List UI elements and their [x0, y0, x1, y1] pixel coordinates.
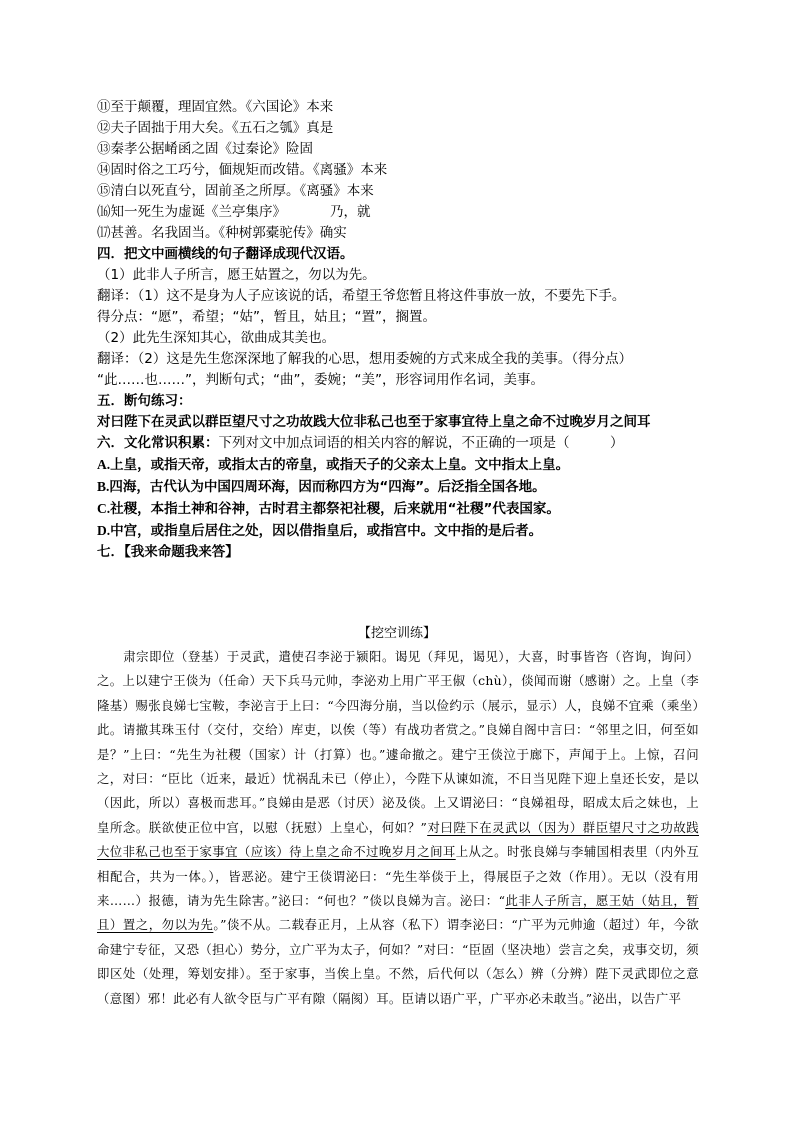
option-a-text: 上皇，或指天帝，或指太古的帝皇，或指天子的父亲太上皇。文中指太上皇。 [110, 457, 570, 473]
underlined-sentence-2: 此非人子所言，愿王姑（姑且，暂且）置之，勿以为先 [97, 893, 700, 933]
translation-answer-2: 翻译：（2）这是先生您深深地了解我的心思，想用委婉的方式来成全我的美事。（得分点） [97, 351, 633, 367]
option-c-text: 社稷，本指土神和谷神，古时君主都祭祀社稷，后来就用“社稷”代表国家。 [110, 501, 560, 517]
section-6-question-text: 下列对文中加点词语的相关内容的解说，不正确的一项是（ ） [218, 435, 624, 451]
exercise-section [97, 97, 699, 563]
scoring-points-2: “此……也……”，判断句式；“曲”，委婉；“美”，形容词用作名词，美事。 [97, 372, 544, 388]
section-6-question [97, 433, 699, 454]
option-d-letter: D. [97, 523, 111, 538]
translation-sentence-2: （2）此先生深知其心，欲曲成其美也。 [97, 330, 336, 346]
note-14: ⑭固时俗之工巧兮，偭规矩而改错。《离骚》本来 [97, 162, 388, 178]
note-16-source: ⒃知一死生为虚诞《兰亭集序》 [97, 204, 286, 220]
option-c [97, 498, 699, 520]
translation-answer-1: 翻译：（1）这不是身为人子应该说的话，希望王爷您暂且将这件事放一放，不要先下手。 [97, 288, 626, 304]
note-16-meaning: 乃，就 [330, 204, 371, 220]
option-d [97, 520, 699, 542]
fill-blank-training-title: 【挖空训练】 [357, 626, 436, 641]
option-a [97, 454, 699, 476]
underlined-sentence-1: 对曰陛下在灵武以（因为）群臣望尺寸之功故践大位非私己也至于家事宜（应该）待上皇之命不过晚岁月之间耳 [97, 819, 699, 860]
passage-part-3: 。”倓不从。二载春正月，上从容（私下）谓李泌曰：“广平为元帅逾（超过）年，今欲命建宁专征，又恐（担心）势分，立广平为太子，何如？”对曰：“臣固（坚决地）尝言之矣，戎事交切，须即区处（处理，筹划安排）。至于家事，当俟上皇。不然，后代何以（怎么）辨（分辨）陛下灵武即位之意（意图）邪！此必有人欲令臣与广平有隙（隔阂）耳。臣请以语广平，广平亦必未敢当。”泌出，以告广平 [97, 917, 700, 1006]
note-13: ⑬秦孝公据崤函之固《过秦论》险固 [97, 141, 313, 157]
passage-part-1: 肃宗即位（登基）于灵武，遣使召李泌于颍阳。谒见（拜见，谒见），大喜，时事皆咨（咨询，询问）之。上以建宁王倓为（任命）天下兵马元帅，李泌劝上用广平王俶（chù），倓闻而谢（感谢）之。上皇（李隆基）赐张良娣七宝鞍，李泌言于上曰：“今四海分崩，当以俭约示（展示，显示）人，良娣不宜乘（乘坐）此。请撤其珠玉付（交付，交给）库吏，以俟（等）有战功者赏之。”良娣自阁中言曰：“邻里之旧，何至如是？”上曰：“先生为社稷（国家）计（打算）也。”遽命撤之。建宁王倓泣于廊下，声闻于上。上惊，召问之，对曰：“臣比（近来，最近）忧祸乱未已（停止），今陛下从谏如流，不日当见陛下迎上皇还长安，是以（因此，所以）喜极而悲耳。”良娣由是恶（讨厌）泌及倓。上又谓泌曰：“良娣祖母，昭成太后之妹也，上皇所念。朕欲使正位中宫，以慰（抚慰）上皇心，何如？” [97, 649, 699, 835]
punctuation-exercise-text: 对曰陛下在灵武以群臣望尺寸之功故践大位非私己也至于家事宜待上皇之命不过晚岁月之间耳 [97, 414, 651, 430]
note-11: ⑪至于颠覆，理固宜然。《六国论》本来 [97, 99, 334, 115]
option-a-letter: A. [97, 457, 111, 472]
section-7-heading: 七．【我来命题我来答】 [97, 544, 239, 560]
option-b [97, 476, 699, 498]
note-15: ⑮清白以死直兮，固前圣之所厚。《离骚》本来 [97, 183, 374, 199]
translation-sentence-1: （1）此非人子所言，愿王姑置之，勿以为先。 [97, 267, 376, 283]
scoring-points-1: 得分点：“愿”，希望；“姑”，暂且，姑且；“置”，搁置。 [97, 309, 436, 325]
option-c-letter: C. [97, 501, 111, 516]
section-4-heading: 四．把文中画横线的句子翻译成现代汉语。 [97, 246, 354, 262]
section-5-heading: 五．断句练习： [97, 393, 192, 409]
note-17: ⒄甚善。名我固当。《种树郭橐驼传》确实 [97, 225, 347, 241]
option-d-text: 中宫，或指皇后居住之处，因以借指皇后，或指宫中。文中指的是后者。 [110, 523, 543, 539]
note-12: ⑫夫子固拙于用大矣。《五石之瓠》真是 [97, 120, 334, 136]
note-16 [97, 202, 699, 223]
classical-passage [97, 645, 699, 1011]
section-6-heading: 六．文化常识积累： [97, 435, 219, 451]
passage-part-2: 上从之。时张良娣与李辅国相表里（内外互相配合，共为一体。），皆恶泌。建宁王倓谓泌曰：“先生举倓于上，得展臣子之效（作用）。无以（没有用来……）报德，请为先生除害。”泌曰：“何也？”倓以良娣为言。泌曰：“ [97, 844, 700, 909]
option-b-text: 四海，古代认为中国四周环海，因而称四方为“四海”。后泛指全国各地。 [109, 479, 546, 495]
option-b-letter: B. [97, 479, 110, 494]
